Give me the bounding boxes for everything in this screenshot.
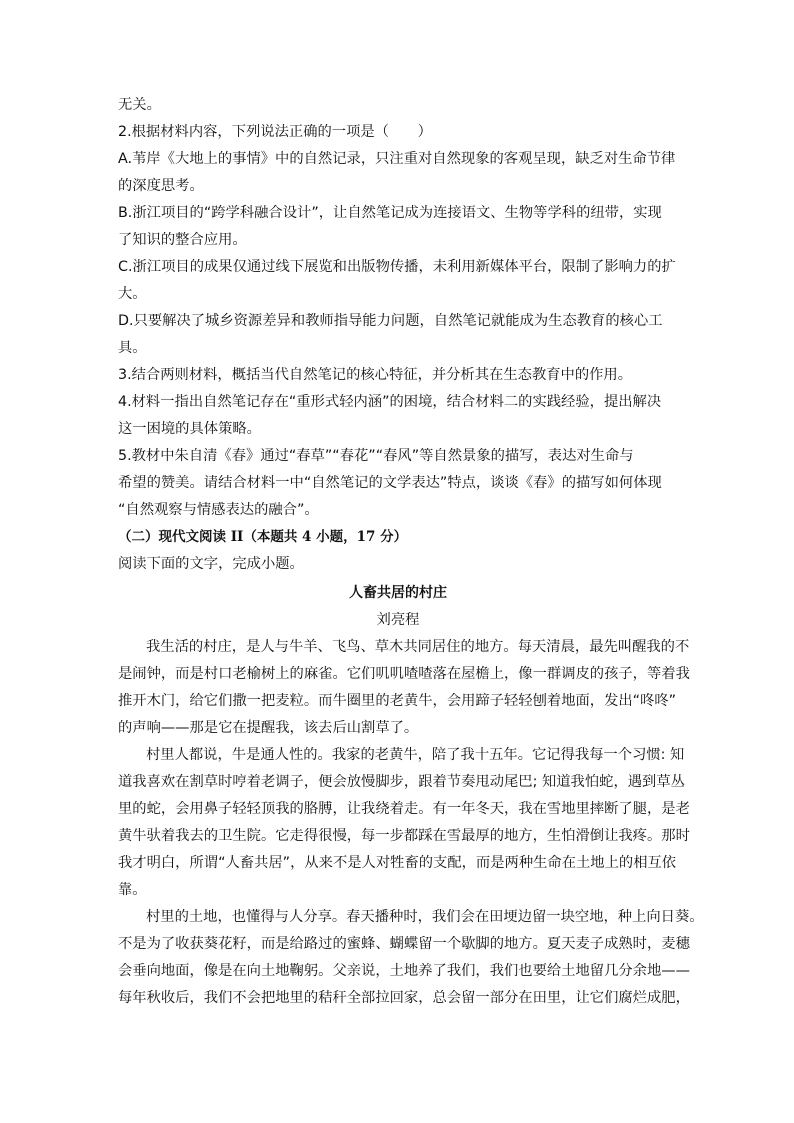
paragraph-line: 黄牛驮着我去的卫生院。它走得很慢，每一步都踩在雪最厚的地方，生怕滑倒让我疼。那时 [118,828,690,844]
paragraph-line: 村里的土地，也懂得与人分享。春天播种时，我们会在田埂边留一块空地，种上向日葵。 [146,909,704,925]
question-5-line-2: 希望的赞美。请结合材料一中“自然笔记的文学表达”特点，谈谈《春》的描写如何体现 [118,475,662,491]
question-5-line-1: 5.教材中朱自清《春》通过“春草”“春花”“春风”等自然景象的描写，表达对生命与 [118,448,634,464]
option-b-line-2: 了知识的整合应用。 [118,232,247,248]
paragraph-line: 推开木门，给它们撒一把麦粒。而牛圈里的老黄牛，会用蹄子轻轻刨着地面，发出“咚咚” [118,693,677,709]
paragraph-line: 村里人都说，牛是通人性的。我家的老黄牛，陪了我十五年。它记得我每一个习惯: 知 [146,747,685,763]
paragraph-line: 每年秋收后，我们不会把地里的秸秆全部拉回家，总会留一部分在田里，让它们腐烂成肥， [118,990,690,1006]
question-2-stem: 2.根据材料内容，下列说法正确的一项是（ ） [118,124,432,140]
article-title: 人畜共居的村庄 [349,585,447,601]
option-d-line-1: D.只要解决了城乡资源差异和教师指导能力问题，自然笔记就能成为生态教育的核心工 [118,313,663,329]
question-3: 3.结合两则材料，概括当代自然笔记的核心特征，并分析其在生态教育中的作用。 [118,367,633,383]
option-a-line-2: 的深度思考。 [118,178,204,194]
paragraph-line: 是闹钟，而是村口老榆树上的麻雀。它们叽叽喳喳落在屋檐上，像一群调皮的孩子，等着我 [118,666,690,682]
option-b-line-1: B.浙江项目的“跨学科融合设计”，让自然笔记成为连接语文、生物等学科的纽带，实现 [118,205,662,221]
instruction: 阅读下面的文字，完成小题。 [118,556,304,572]
section-heading: （二）现代文阅读 II（本题共 4 小题，17 分） [118,529,408,545]
paragraph-line: 不是为了收获葵花籽，而是给路过的蜜蜂、蝴蝶留一个歇脚的地方。夏天麦子成熟时，麦穗 [118,936,690,952]
option-d-line-2: 具。 [118,340,147,356]
paragraph-line: 的声响——那是它在提醒我，该去后山割草了。 [118,720,419,736]
paragraph-line: 靠。 [118,882,147,898]
paragraph-line: 我才明白，所谓“人畜共居”，从来不是人对牲畜的支配，而是两种生命在土地上的相互依 [118,855,677,871]
question-4-line-1: 4.材料一指出自然笔记存在“重形式轻内涵”的困境，结合材料二的实践经验，提出解决 [118,394,662,410]
article-paragraph-3 [118,904,704,1012]
question-block [118,92,678,524]
option-a-line-1: A.苇岸《大地上的事情》中的自然记录，只注重对自然现象的客观呈现，缺乏对生命节律 [118,151,676,167]
article-paragraph-2 [118,742,690,904]
paragraph-line: 里的蛇，会用鼻子轻轻顶我的胳膊，让我绕着走。有一年冬天，我在雪地里摔断了腿，是老 [118,801,690,817]
paragraph-line: 会垂向地面，像是在向土地鞠躬。父亲说，土地养了我们，我们也要给土地留几分余地—— [118,963,690,979]
option-c-line-2: 大。 [118,286,147,302]
paragraph-line: 道我喜欢在割草时哼着老调子，便会放慢脚步，跟着节奏甩动尾巴; 知道我怕蛇，遇到草丛 [118,774,685,790]
question-5-line-3: “自然观察与情感表达的融合”。 [118,502,319,518]
text-line: 无关。 [118,97,161,113]
article-paragraph-1 [118,634,690,742]
article-author: 刘亮程 [376,612,420,628]
paragraph-line: 我生活的村庄，是人与牛羊、飞鸟、草木共同居住的地方。每天清晨，最先叫醒我的不 [146,639,690,655]
option-c-line-1: C.浙江项目的成果仅通过线下展览和出版物传播，未利用新媒体平台，限制了影响力的扩 [118,259,676,275]
question-4-line-2: 这一困境的具体策略。 [118,421,261,437]
document-content [118,92,704,1012]
